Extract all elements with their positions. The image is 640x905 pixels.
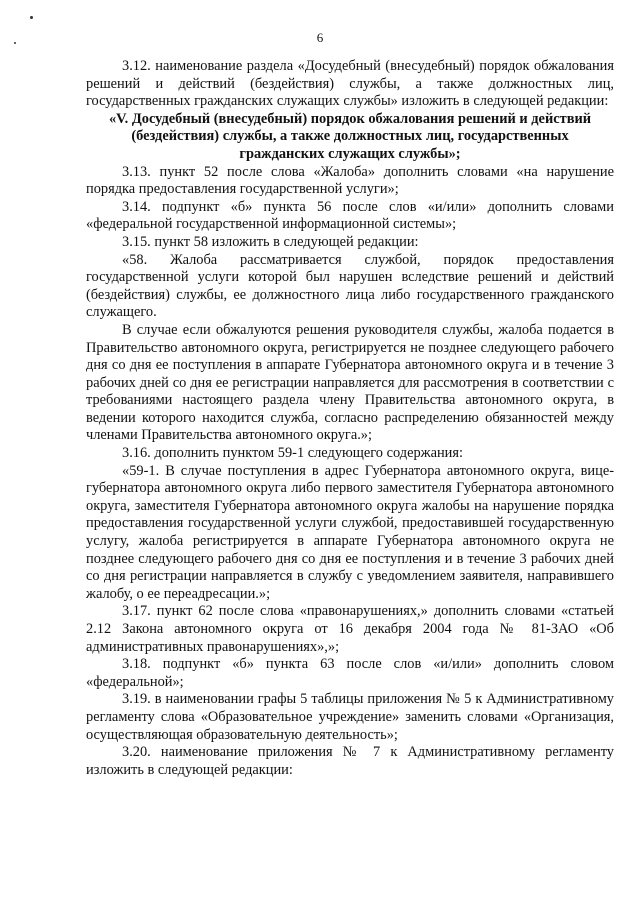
page-number: 6 [316, 30, 324, 45]
paragraph-3-13: 3.13. пункт 52 после слова «Жалоба» дополнить словами «на нарушение порядка предоставления государственной услуги»; [86, 163, 614, 198]
paragraph-3-18: 3.18. подпункт «б» пункта 63 после слов «и/или» дополнить словом «федеральной»; [86, 656, 614, 690]
paragraph-3-12: 3.12. наименование раздела «Досудебный (внесудебный) порядок обжалования решений и действий (бездействия) службы, а также должностных лиц, государственных гражданских служащих службы» изложить в следующей редакции: [86, 58, 614, 110]
paragraph-3-16: 3.16. дополнить пунктом 59-1 следующего содержания: [122, 445, 463, 462]
scan-speck [30, 16, 33, 19]
paragraph-3-14: 3.14. подпункт «б» пункта 56 после слов «и/или» дополнить словами «федеральной государственной информационной системы»; [86, 198, 614, 233]
paragraph-59-1: «59-1. В случае поступления в адрес Губернатора автономного округа, вице-губернатора автономного округа либо первого заместителя Губернатора автономного округа, заместителя Губернатора автономного округа жалобы на нарушение порядка предоставления государственной услуги службой, предоставившей государственную услугу, жалоба регистрируется в аппарате Губернатора автономного округа не позднее следующего рабочего дня со дня ее поступления и в течение 3 рабочих дней со дня регистрации направляется в службу с уведомлением заявителя, направившего жалобу, о ее переадресации.»; [86, 462, 614, 602]
paragraph-3-19: 3.19. в наименовании графы 5 таблицы приложения № 5 к Административному регламенту слова «Образовательное учреждение» заменить словами «Организация, осуществляющая образовательную деятельность»; [86, 691, 614, 743]
paragraph-3-15: 3.15. пункт 58 изложить в следующей редакции: [122, 233, 419, 250]
paragraph-3-17: 3.17. пункт 62 после слова «правонарушениях,» дополнить словами «статьей 2.12 Закона автономного округа от 16 декабря 2004 года № 81-ЗАО «Об административных правонарушениях»,»; [86, 603, 614, 655]
document-body [86, 58, 614, 779]
paragraph-58-continued: В случае если обжалуются решения руководителя службы, жалоба подается в Правительство автономного округа, регистрируется не позднее следующего рабочего дня со дня ее поступления в аппарате Губернатора автономного округа и в течение 3 рабочих дней со дня ее регистрации направляется для рассмотрения в соответствии с требованиями настоящего раздела члену Правительства автономного округа, в ведении которого находится служба, согласно распределению обязанностей между членами Правительства автономного округа.»; [86, 321, 614, 444]
paragraph-58: «58. Жалоба рассматривается службой, порядок предоставления государственной услуги которой был нарушен вследствие решений и действий (бездействия) службы, ее должностного лица либо государственного гражданского служащего. [86, 251, 614, 321]
paragraph-3-20: 3.20. наименование приложения № 7 к Административному регламенту изложить в следующей редакции: [86, 744, 614, 778]
section-heading: «V. Досудебный (внесудебный) порядок обжалования решений и действий (бездействия) службы, а также должностных лиц, государственных гражданских служащих службы»; [108, 110, 592, 162]
